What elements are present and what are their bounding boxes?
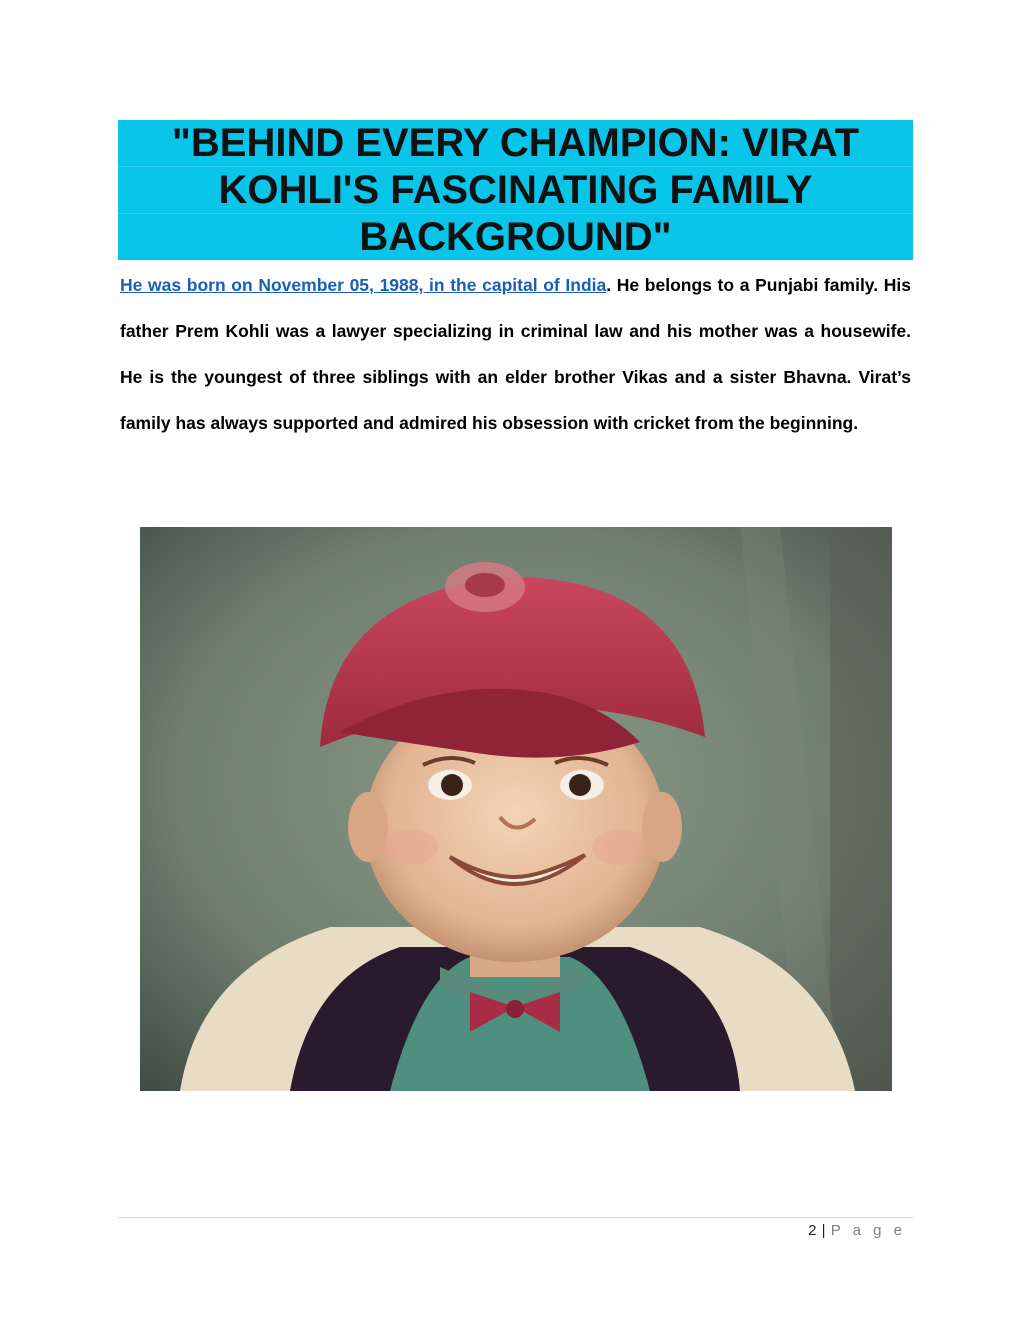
- title-banner: [118, 120, 913, 260]
- body-text: . He belongs to a Punjabi family. His father Prem Kohli was a lawyer specializing in criminal law and his mother was a housewife. He is the youngest of three siblings with an elder brother Vikas and a sister Bhavna. Virat’s family has always supported and admired his obsession with cricket from the beginning.: [120, 275, 911, 433]
- page-label: P a g e: [830, 1222, 906, 1239]
- page-number: 2: [808, 1222, 817, 1239]
- footer-divider: [118, 1217, 913, 1218]
- body-paragraph: [120, 262, 911, 446]
- childhood-photo: [140, 527, 892, 1091]
- page-footer: [808, 1222, 906, 1239]
- footer-separator: |: [821, 1222, 827, 1239]
- birth-link[interactable]: He was born on November 05, 1988, in the capital of India: [120, 275, 607, 295]
- title-line-1: "BEHIND EVERY CHAMPION: VIRAT: [118, 120, 913, 167]
- title-line-3: BACKGROUND": [359, 215, 672, 259]
- title-line-2: KOHLI'S FASCINATING FAMILY: [118, 167, 913, 214]
